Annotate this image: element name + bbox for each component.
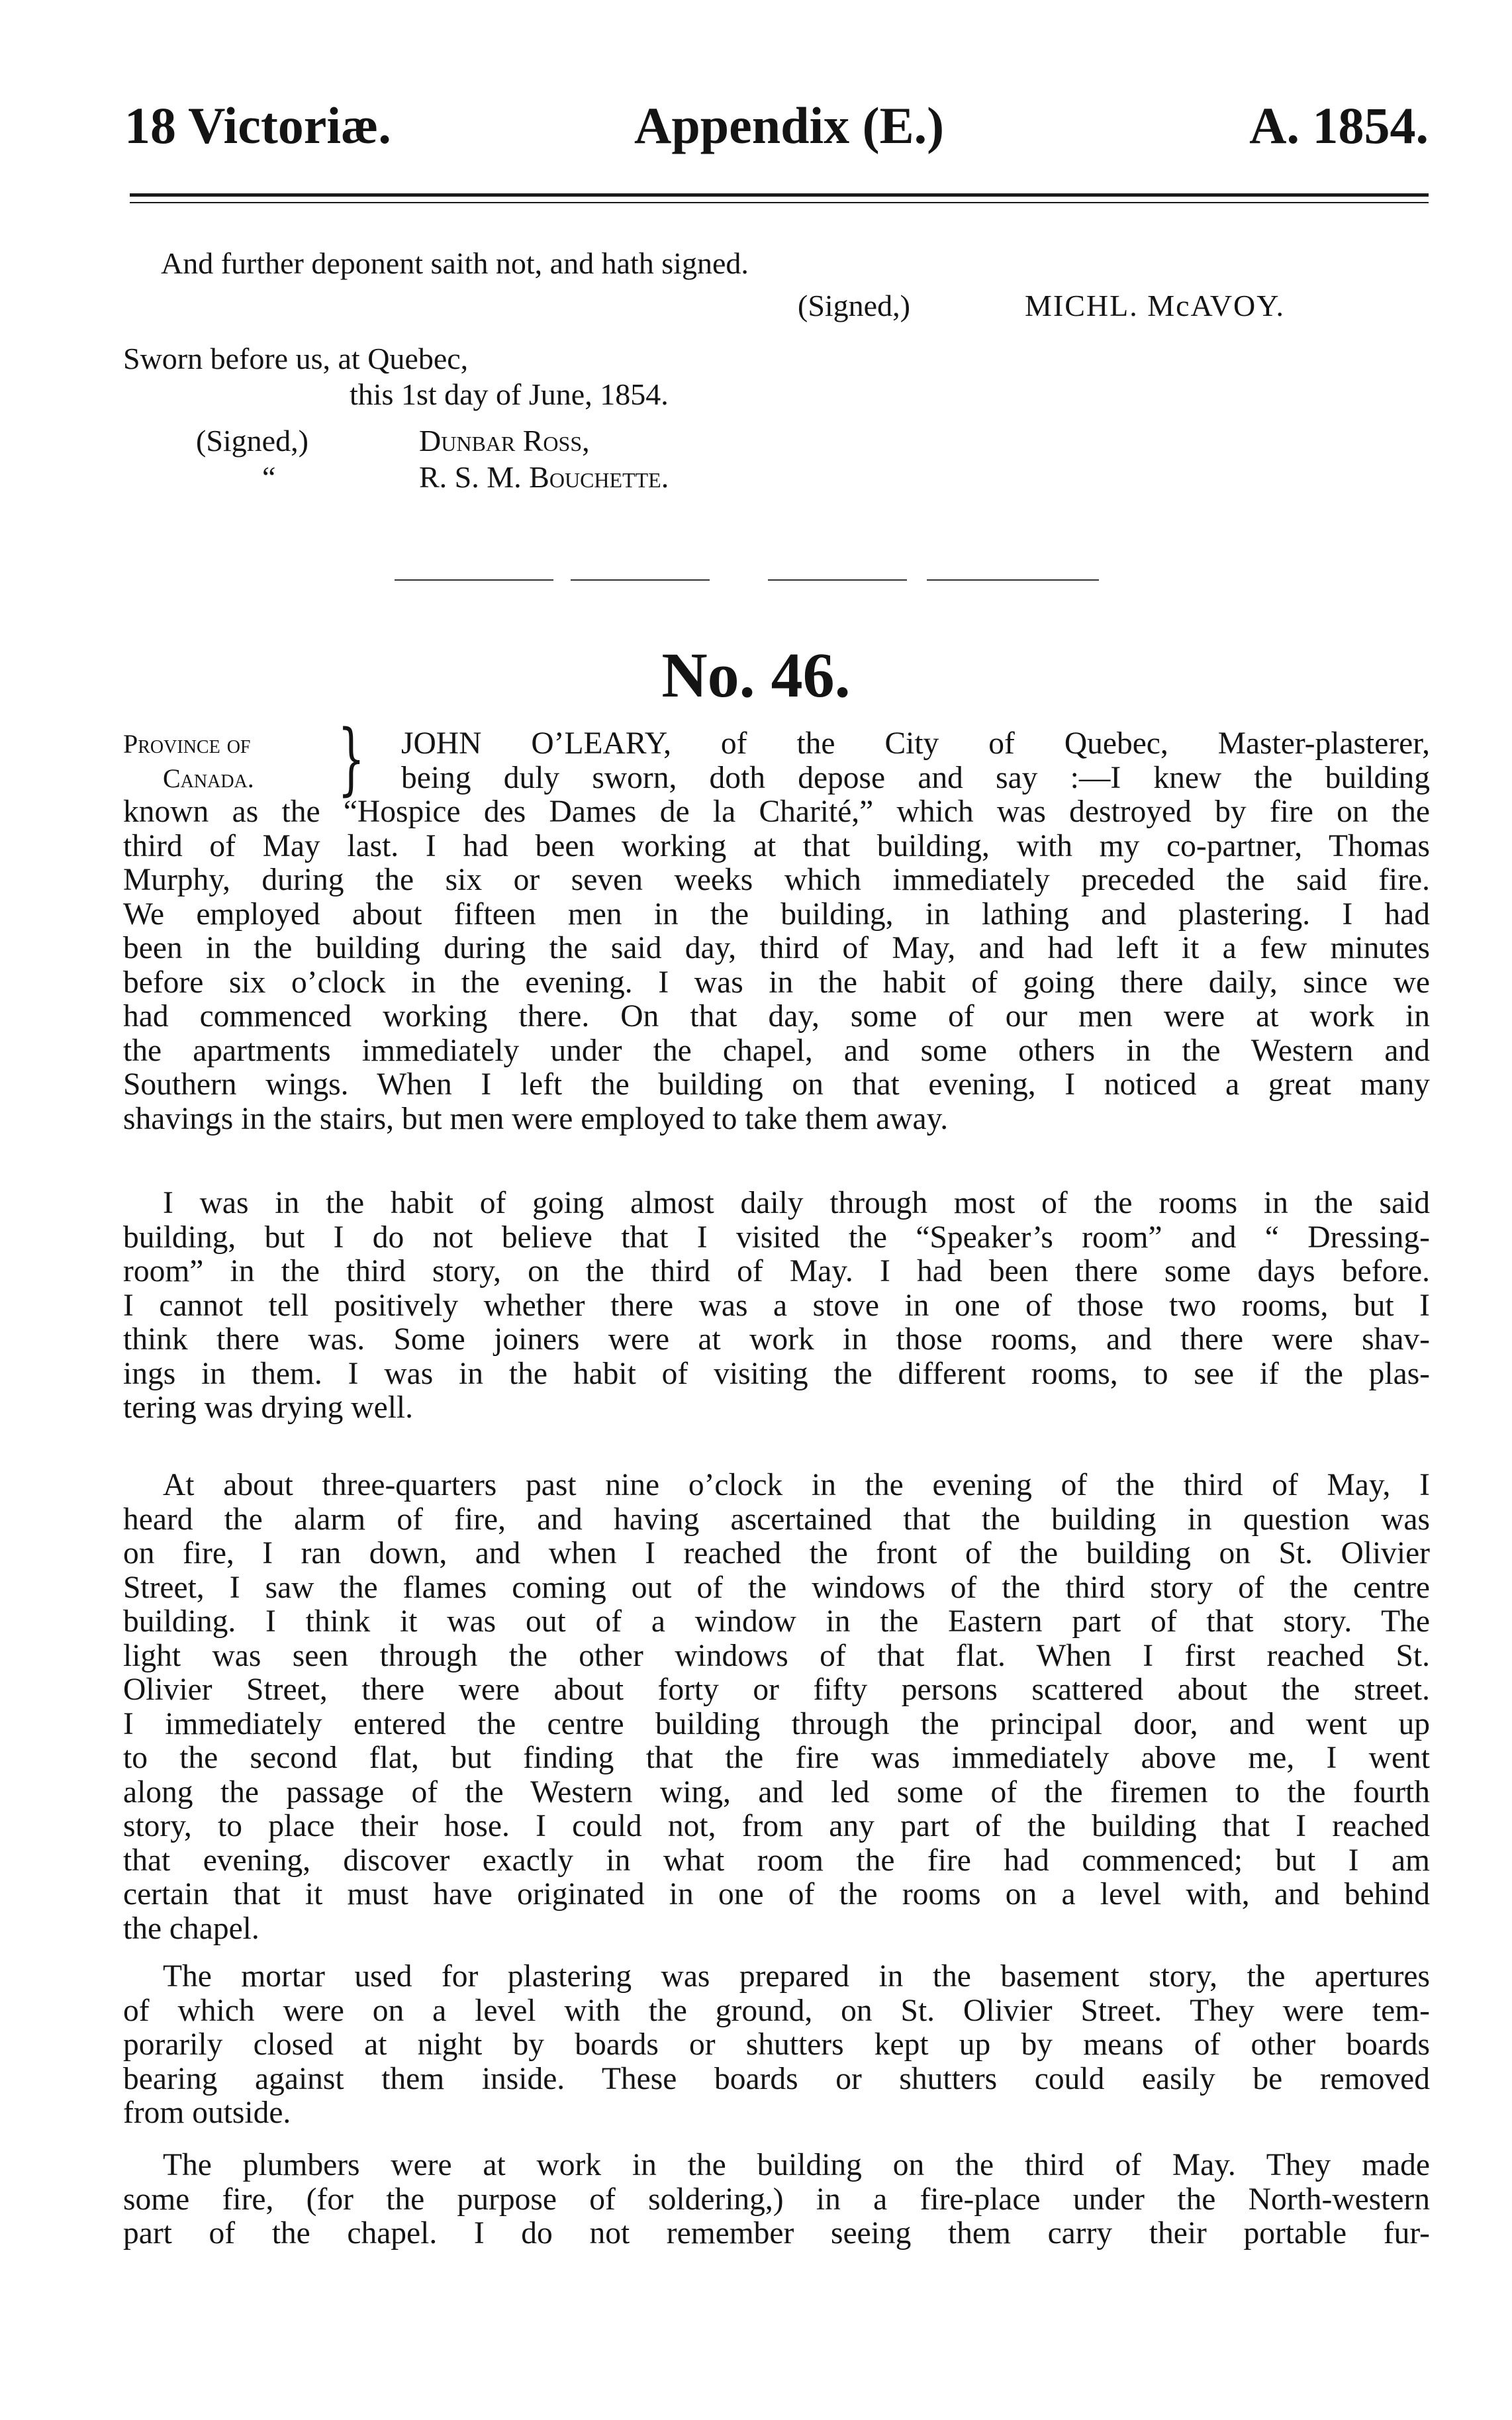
text-line: the chapel.: [123, 1911, 260, 1946]
text-line: tering was drying well.: [123, 1390, 413, 1425]
text-line: Murphy, during the six or seven weeks which immediately preceded the said fire.: [123, 863, 1430, 897]
province-line-2: Canada.: [163, 763, 254, 793]
text-line: think there was. Some joiners were at work in those rooms, and there were shav-: [123, 1322, 1430, 1357]
text-line: being duly sworn, doth depose and say :—I knew the building: [401, 760, 1430, 795]
brace-glyph: }: [338, 712, 365, 804]
text-line: The plumbers were at work in the building on the third of May. They made: [163, 2148, 1430, 2182]
witness-1: Dunbar Ross,: [419, 424, 590, 458]
text-line: been in the building during the said day, third of May, and had left it a few minutes: [123, 931, 1430, 965]
text-line: JOHN O’LEARY, of the City of Quebec, Master-plasterer,: [401, 726, 1430, 761]
text-line: porarily closed at night by boards or shutters kept up by means of other boards: [123, 2027, 1430, 2062]
witness-2: R. S. M. Bouchette.: [419, 460, 669, 494]
text-line: We employed about fifteen men in the building, in lathing and plastering. I had: [123, 896, 1430, 932]
text-line: of which were on a level with the ground, on St. Olivier Street. They were tem-: [123, 1993, 1430, 2028]
paragraph-2: [123, 1186, 1430, 1426]
text-line: I immediately entered the centre building through the principal door, and went up: [123, 1706, 1430, 1741]
text-line: shavings in the stairs, but men were employed to take them away.: [123, 1101, 949, 1136]
document-number: No. 46.: [661, 640, 851, 710]
text-line: the apartments immediately under the chapel, and some others in the Western and: [123, 1033, 1430, 1068]
divider-segment-3: [768, 579, 907, 581]
text-line: room” in the third story, on the third of May. I had been there some days before.: [123, 1254, 1430, 1288]
running-head-right: A. 1854.: [1249, 97, 1429, 154]
paragraph-4: [123, 1960, 1430, 2131]
text-line: building, but I do not believe that I visited the “Speaker’s room” and “ Dressing-: [123, 1220, 1430, 1255]
sworn-line-1: Sworn before us, at Quebec,: [123, 342, 469, 375]
ditto-mark: “: [262, 460, 276, 494]
text-line: known as the “Hospice des Dames de la Charité,” which was destroyed by fire on the: [123, 795, 1430, 829]
signer-name: MICHL. McAVOY.: [1025, 289, 1286, 322]
text-line: I was in the habit of going almost daily through most of the rooms in the said: [163, 1186, 1430, 1220]
text-line: certain that it must have originated in one of the rooms on a level with, and behind: [123, 1877, 1430, 1912]
header-rule-thin: [130, 202, 1429, 203]
witness-signed-label: (Signed,): [196, 424, 308, 458]
text-line: bearing against them inside. These boards or shutters could easily be removed: [123, 2061, 1430, 2096]
text-line: story, to place their hose. I could not, from any part of the building that I reached: [123, 1809, 1430, 1843]
text-line: Olivier Street, there were about forty or fifty persons scattered about the street.: [123, 1672, 1430, 1707]
text-line: along the passage of the Western wing, and led some of the firemen to the fourth: [123, 1774, 1430, 1810]
running-head-left: 18 Victoriæ.: [124, 97, 391, 154]
text-line: light was seen through the other windows of that flat. When I first reached St.: [123, 1638, 1430, 1673]
text-line: that evening, discover exactly in what room the fire had commenced; but I am: [123, 1843, 1430, 1878]
text-line: ings in them. I was in the habit of visiting the different rooms, to see if the plas-: [123, 1356, 1430, 1391]
divider-segment-4: [927, 579, 1099, 581]
text-line: Southern wings. When I left the building on that evening, I noticed a great many: [123, 1067, 1430, 1102]
divider-segment-1: [395, 579, 553, 581]
running-head: [124, 93, 1429, 159]
running-head-center: Appendix (E.): [634, 97, 945, 154]
province-line-1: Province of: [123, 729, 251, 759]
text-line: had commenced working there. On that day, some of our men were at work in: [123, 999, 1430, 1034]
closing-line: And further deponent saith not, and hath signed.: [161, 246, 749, 280]
paragraph-3: [123, 1469, 1430, 1946]
paragraph-5: [123, 2149, 1430, 2251]
sworn-line-2: this 1st day of June, 1854.: [350, 377, 669, 411]
text-line: The mortar used for plastering was prepared in the basement story, the apertures: [163, 1959, 1430, 1994]
text-line: I cannot tell positively whether there was a stove in one of those two rooms, but I: [123, 1288, 1430, 1323]
text-line: before six o’clock in the evening. I was in the habit of going there daily, since we: [123, 965, 1430, 1000]
header-rule-thick: [130, 193, 1429, 197]
text-line: At about three-quarters past nine o’clock in the evening of the third of May, I: [163, 1468, 1430, 1502]
text-line: building. I think it was out of a window in the Eastern part of that story. The: [123, 1604, 1430, 1639]
text-line: to the second flat, but finding that the fire was immediately above me, I went: [123, 1741, 1430, 1775]
text-line: on fire, I ran down, and when I reached the front of the building on St. Olivier: [123, 1536, 1430, 1571]
divider-segment-2: [571, 579, 710, 581]
text-line: part of the chapel. I do not remember seeing them carry their portable fur-: [123, 2216, 1430, 2251]
paragraph-1: [123, 727, 1430, 1136]
signed-label: (Signed,): [798, 289, 910, 322]
text-line: heard the alarm of fire, and having ascertained that the building in question was: [123, 1502, 1430, 1537]
text-line: Street, I saw the flames coming out of the windows of the third story of the centre: [123, 1570, 1430, 1605]
text-line: from outside.: [123, 2096, 291, 2130]
text-line: third of May last. I had been working at that building, with my co-partner, Thomas: [123, 828, 1430, 863]
text-line: some fire, (for the purpose of soldering,) in a fire-place under the North-western: [123, 2182, 1430, 2217]
